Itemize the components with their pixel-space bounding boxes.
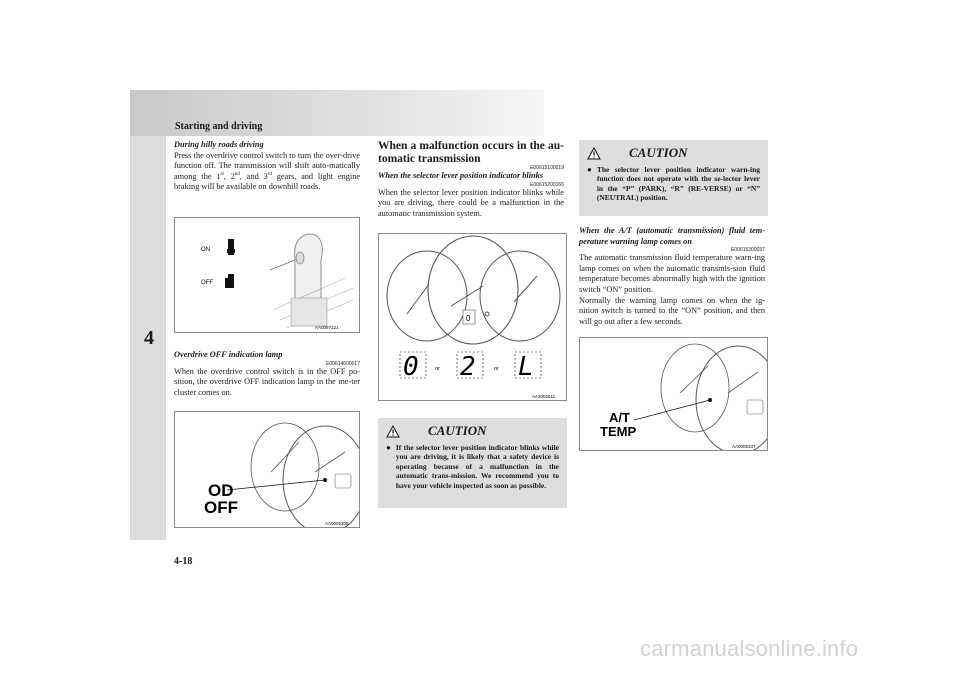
warning-triangle-icon [386, 425, 400, 438]
caution-box-blink [378, 418, 567, 508]
svg-text:2: 2 [460, 352, 476, 382]
page-number: 4-18 [174, 556, 193, 567]
od-lamp-line1: OD [208, 481, 234, 500]
temp-heading: When the A/T (automatic transmission) fluid tem-perature warning lamp comes on [579, 226, 765, 246]
at-lamp-line1: A/T [609, 410, 630, 425]
caution-text-2: The selector lever position indicator warn-ing function does not operate with the se-lector lever in the “P” (PARK), “R” (RE-VERSE) or “N” (NEUTRAL) position. [596, 165, 760, 203]
warning-triangle-icon [587, 147, 601, 160]
fig3-code: AA3002511 [532, 394, 556, 399]
blink-heading: When the selector lever position indicator blinks [378, 171, 544, 180]
bullet-icon: ● [587, 165, 592, 174]
od-switch-illustration [175, 218, 360, 333]
chapter-number: 4 [144, 327, 154, 349]
caution-item-1 [386, 443, 559, 490]
column-middle [378, 140, 564, 219]
section-title: Starting and driving [175, 121, 263, 132]
fig1-code: AA0097121 [315, 325, 339, 330]
or-label-2: or [494, 366, 499, 372]
temp-text-2: Normally the warning lamp comes on when the ig-nition switch is turned to the “ON” position, and then will go out after a few seconds. [579, 295, 765, 326]
malfunction-heading: When a malfunction occurs in the au-tomatic transmission [378, 140, 564, 165]
fig2-code: AA0005308 [325, 521, 349, 526]
column-left [174, 140, 360, 193]
temp-code: E00615300037 [731, 247, 765, 254]
caution-title-1 [386, 423, 559, 439]
watermark: carmanualsonline.info [640, 636, 859, 661]
od-heading: Overdrive OFF indication lamp [174, 350, 283, 359]
hilly-text: Press the overdrive control switch to turn the over-drive function off. The transmission will shift auto-matically among the 1st, 2nd, and 3rd gears, and light engine braking will be available on downhill roads. [174, 150, 361, 192]
caution-text-1: If the selector lever position indicator blinks while you are driving, it is likely that a safety device is operating because of a malfunction in the automatic trans-mission. We recommend you to have your vehicle inspected as soon as possible. [395, 443, 559, 490]
column-right [579, 226, 765, 327]
blink-text: When the selector lever position indicator blinks while you are driving, there could be a malfunction in the automatic transmission system. [378, 187, 564, 218]
hilly-heading: During hilly roads driving [174, 140, 264, 149]
svg-text:L: L [518, 352, 534, 382]
caution-label-1: CAUTION [428, 423, 487, 438]
bullet-icon: ● [386, 443, 391, 452]
figure-selector-indicator [378, 233, 567, 401]
figure-od-off-lamp [174, 411, 360, 528]
od-code: E00614600017 [326, 360, 360, 367]
off-label: OFF [201, 280, 213, 286]
caution-box-indicator [579, 140, 768, 216]
caution-item-2 [587, 165, 760, 203]
svg-text:0: 0 [403, 352, 419, 382]
figure-at-temp-lamp [579, 337, 768, 451]
cluster-indicator-illustration [379, 234, 567, 401]
malfunction-code: E00615100019 [530, 165, 564, 171]
temp-text-1: The automatic transmission fluid temperature warn-ing lamp comes on when the automatic transmis-sion fluid temperature becomes abnormally high with the ignition switch “ON” position. [579, 253, 765, 294]
at-temp-cluster-illustration [580, 338, 768, 451]
at-lamp-line2: TEMP [600, 424, 637, 439]
od-lamp-line2: OFF [204, 498, 238, 517]
figure-od-switch [174, 217, 360, 333]
caution-label-2: CAUTION [629, 145, 688, 160]
on-label: ON [201, 247, 210, 253]
od-off-cluster-illustration [175, 412, 360, 528]
or-label-1: or [435, 366, 440, 372]
od-text: When the overdrive control switch is in the OFF po-sition, the overdrive OFF indication lamp in the me-ter cluster comes on. [174, 366, 360, 397]
svg-text:0: 0 [466, 314, 471, 323]
fig4-code: AA0005337 [732, 444, 756, 449]
od-indication-section [174, 350, 360, 398]
caution-title-2 [587, 145, 760, 161]
blink-code: E00615200166 [530, 181, 564, 188]
